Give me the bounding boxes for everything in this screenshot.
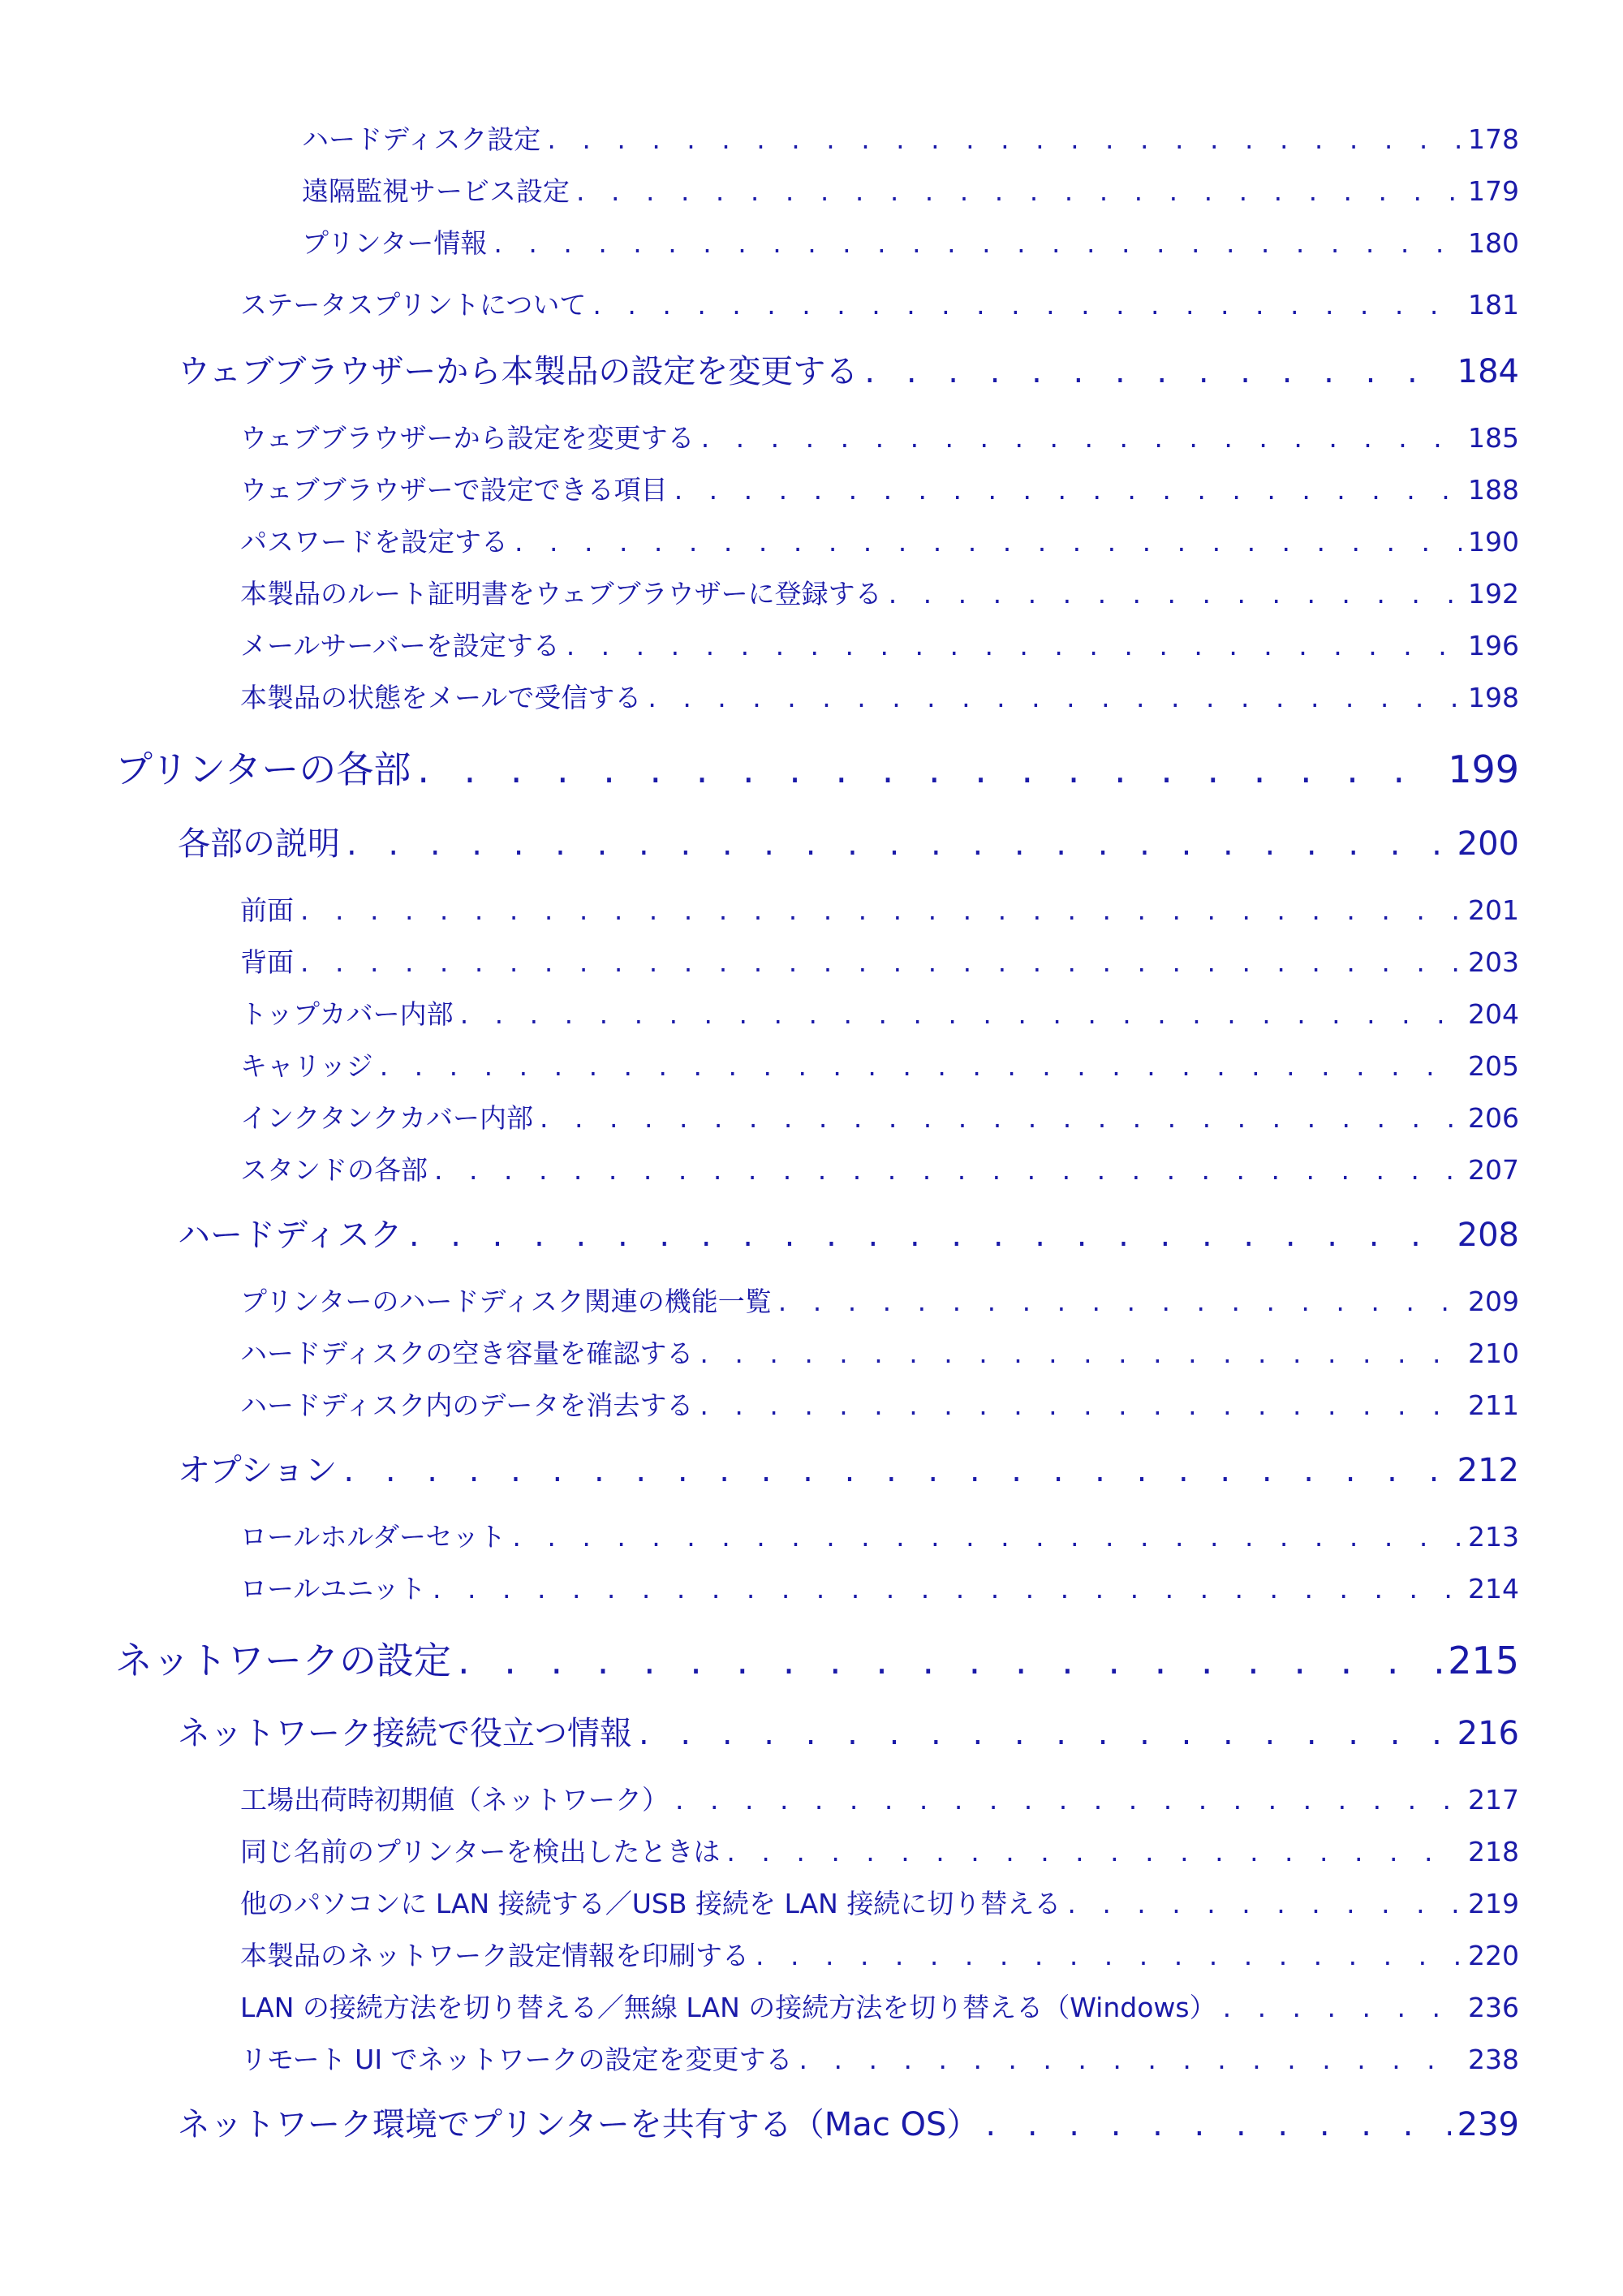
toc-entry[interactable] — [178, 818, 1519, 862]
dot-leader — [458, 1639, 1441, 1682]
dot-leader — [409, 1217, 1451, 1254]
toc-entry[interactable] — [240, 1779, 1519, 1815]
toc-page-number: 220 — [1468, 1940, 1519, 1971]
toc-entry[interactable] — [240, 625, 1519, 661]
toc-page-number: 210 — [1468, 1338, 1519, 1369]
dot-leader — [726, 1836, 1462, 1867]
toc-entry-title: ネットワークの設定 — [115, 1639, 451, 1682]
toc-entry[interactable] — [240, 521, 1519, 557]
toc-entry-title: LAN の接続方法を切り替える／無線 LAN の接続方法を切り替える（Windows） — [240, 1992, 1216, 2023]
toc-page-number: 200 — [1457, 825, 1519, 863]
toc-entry[interactable] — [115, 1631, 1519, 1680]
toc-entry-title: プリンター情報 — [302, 227, 488, 259]
toc-page-number: 209 — [1468, 1286, 1519, 1317]
dot-leader — [701, 422, 1462, 454]
toc-entry-title: ネットワーク環境でプリンターを共有する（Mac OS） — [178, 2106, 979, 2143]
toc-entry[interactable] — [302, 170, 1519, 206]
toc-entry[interactable] — [178, 1445, 1519, 1488]
toc-page-number: 203 — [1468, 946, 1519, 978]
toc-page-number: 212 — [1457, 1452, 1519, 1489]
toc-page-number: 206 — [1468, 1102, 1519, 1134]
dot-leader — [380, 1050, 1462, 1082]
toc-entry[interactable] — [240, 890, 1519, 925]
dot-leader — [540, 1102, 1462, 1134]
toc-page-number: 218 — [1468, 1836, 1519, 1867]
toc-entry[interactable] — [178, 346, 1519, 390]
toc-entry[interactable] — [240, 1516, 1519, 1552]
dot-leader — [343, 1452, 1450, 1489]
toc-entry[interactable] — [240, 2039, 1519, 2074]
dot-leader — [566, 630, 1462, 661]
toc-entry-title: スタンドの各部 — [240, 1154, 428, 1186]
toc-page-number: 208 — [1457, 1217, 1519, 1254]
dot-leader — [433, 1573, 1462, 1605]
toc-entry[interactable] — [302, 118, 1519, 154]
dot-leader — [512, 1521, 1462, 1553]
toc-entry[interactable] — [240, 1281, 1519, 1316]
toc-page-number: 181 — [1468, 289, 1519, 321]
toc-entry-title: 遠隔監視サービス設定 — [302, 175, 570, 207]
toc-entry-title: ハードディスク内のデータを消去する — [240, 1389, 694, 1421]
toc-entry-title: 本製品のルート証明書をウェブブラウザーに登録する — [240, 578, 882, 610]
toc-page-number: 204 — [1468, 998, 1519, 1030]
dot-leader — [300, 946, 1462, 978]
dot-leader — [347, 825, 1451, 863]
toc-page-number: 215 — [1448, 1639, 1519, 1682]
toc-entry-title: メールサーバーを設定する — [240, 630, 560, 661]
toc-page-number: 216 — [1457, 1715, 1519, 1752]
toc-entry-title: ハードディスク設定 — [302, 123, 541, 155]
dot-leader — [417, 747, 1441, 791]
toc-entry[interactable] — [240, 573, 1519, 609]
toc-entry-title: 前面 — [240, 894, 294, 926]
toc-entry[interactable] — [240, 1045, 1519, 1081]
dot-leader — [799, 2044, 1462, 2075]
toc-entry[interactable] — [178, 1209, 1519, 1253]
toc-page-number: 178 — [1468, 123, 1519, 155]
toc-page-number: 213 — [1468, 1521, 1519, 1553]
toc-entry-title: リモート UI でネットワークの設定を変更する — [240, 2044, 793, 2075]
toc-entry[interactable] — [240, 417, 1519, 453]
toc-page-number: 188 — [1468, 474, 1519, 506]
dot-leader — [985, 2106, 1450, 2143]
dot-leader — [700, 1389, 1462, 1421]
dot-leader — [639, 1715, 1451, 1752]
toc-entry[interactable] — [178, 2099, 1519, 2143]
toc-entry[interactable] — [240, 941, 1519, 977]
toc-entry[interactable] — [240, 993, 1519, 1029]
dot-leader — [778, 1286, 1462, 1317]
toc-entry-title: 本製品のネットワーク設定情報を印刷する — [240, 1940, 749, 1971]
toc-page-number: 217 — [1468, 1784, 1519, 1816]
toc-entry-title: ウェブブラウザーから設定を変更する — [240, 422, 695, 454]
toc-page-number: 214 — [1468, 1573, 1519, 1605]
toc-page-number: 190 — [1468, 526, 1519, 558]
toc-entry-title: ハードディスクの空き容量を確認する — [240, 1338, 694, 1369]
toc-page-number: 179 — [1468, 175, 1519, 207]
toc-page-number: 201 — [1468, 894, 1519, 926]
toc-entry[interactable] — [240, 469, 1519, 505]
toc-entry[interactable] — [240, 1333, 1519, 1368]
toc-page-number: 211 — [1468, 1389, 1519, 1421]
toc-entry-title: ネットワーク接続で役立つ情報 — [178, 1715, 632, 1752]
toc-entry-title: オプション — [178, 1452, 338, 1489]
dot-leader — [460, 998, 1462, 1030]
toc-entry-title: プリンターの各部 — [115, 747, 411, 791]
toc-entry[interactable] — [240, 1149, 1519, 1185]
toc-page-number: 184 — [1457, 353, 1519, 390]
toc-entry-title: パスワードを設定する — [240, 526, 508, 558]
toc-entry[interactable] — [240, 1568, 1519, 1604]
dot-leader — [547, 123, 1462, 155]
toc-entry-title: プリンターのハードディスク関連の機能一覧 — [240, 1286, 772, 1317]
toc-page-number: 238 — [1468, 2044, 1519, 2075]
toc-entry[interactable] — [240, 1831, 1519, 1867]
toc-entry-title: 工場出荷時初期値（ネットワーク） — [240, 1784, 669, 1816]
toc-entry-title: ハードディスク — [178, 1217, 403, 1254]
dot-leader — [700, 1338, 1462, 1369]
toc-entry-title: キャリッジ — [240, 1050, 373, 1082]
dot-leader — [1223, 1992, 1462, 2023]
toc-page-number: 199 — [1448, 747, 1519, 791]
toc-page-number: 239 — [1457, 2106, 1519, 2143]
toc-entry[interactable] — [240, 1097, 1519, 1133]
toc-entry-title: 背面 — [240, 946, 294, 978]
toc-entry[interactable] — [240, 1385, 1519, 1420]
toc-entry-title: ウェブブラウザーから本製品の設定を変更する — [178, 353, 859, 390]
dot-leader — [648, 682, 1462, 713]
dot-leader — [864, 353, 1450, 390]
toc-entry[interactable] — [302, 222, 1519, 258]
dot-leader — [434, 1154, 1462, 1186]
toc-entry[interactable] — [240, 1987, 1519, 2022]
toc-entry[interactable] — [240, 284, 1519, 320]
toc-page-number: 180 — [1468, 227, 1519, 259]
toc-entry-title: インクタンクカバー内部 — [240, 1102, 534, 1134]
toc-entry[interactable] — [240, 1935, 1519, 1971]
toc-entry-title: ステータスプリントについて — [240, 289, 587, 321]
toc-entry-title: 同じ名前のプリンターを検出したときは — [240, 1836, 721, 1867]
dot-leader — [889, 578, 1462, 610]
toc-page-number: 219 — [1468, 1888, 1519, 1919]
dot-leader — [1067, 1888, 1462, 1919]
dot-leader — [675, 1784, 1462, 1816]
toc-entry-title: 各部の説明 — [178, 825, 340, 863]
dot-leader — [592, 289, 1462, 321]
toc-entry[interactable] — [115, 740, 1519, 789]
toc-entry[interactable] — [178, 1708, 1519, 1751]
dot-leader — [756, 1940, 1462, 1971]
dot-leader — [674, 474, 1462, 506]
dot-leader — [300, 894, 1462, 926]
toc-entry-title: 本製品の状態をメールで受信する — [240, 682, 642, 713]
toc-page-number: 196 — [1468, 630, 1519, 661]
toc-entry-title: ロールホルダーセット — [240, 1521, 506, 1553]
toc-page-number: 236 — [1468, 1992, 1519, 2023]
toc-page-number: 205 — [1468, 1050, 1519, 1082]
toc-entry[interactable] — [240, 677, 1519, 713]
toc-page-number: 198 — [1468, 682, 1519, 713]
toc-page-number: 185 — [1468, 422, 1519, 454]
dot-leader — [493, 227, 1462, 259]
toc-entry-title: 他のパソコンに LAN 接続する／USB 接続を LAN 接続に切り替える — [240, 1888, 1061, 1919]
toc-page-number: 207 — [1468, 1154, 1519, 1186]
dot-leader — [576, 175, 1462, 207]
toc-entry-title: ウェブブラウザーで設定できる項目 — [240, 474, 668, 506]
toc-page-number: 192 — [1468, 578, 1519, 610]
toc-entry-title: トップカバー内部 — [240, 998, 454, 1030]
toc-entry-title: ロールユニット — [240, 1573, 427, 1605]
dot-leader — [514, 526, 1462, 558]
toc-entry[interactable] — [240, 1883, 1519, 1919]
